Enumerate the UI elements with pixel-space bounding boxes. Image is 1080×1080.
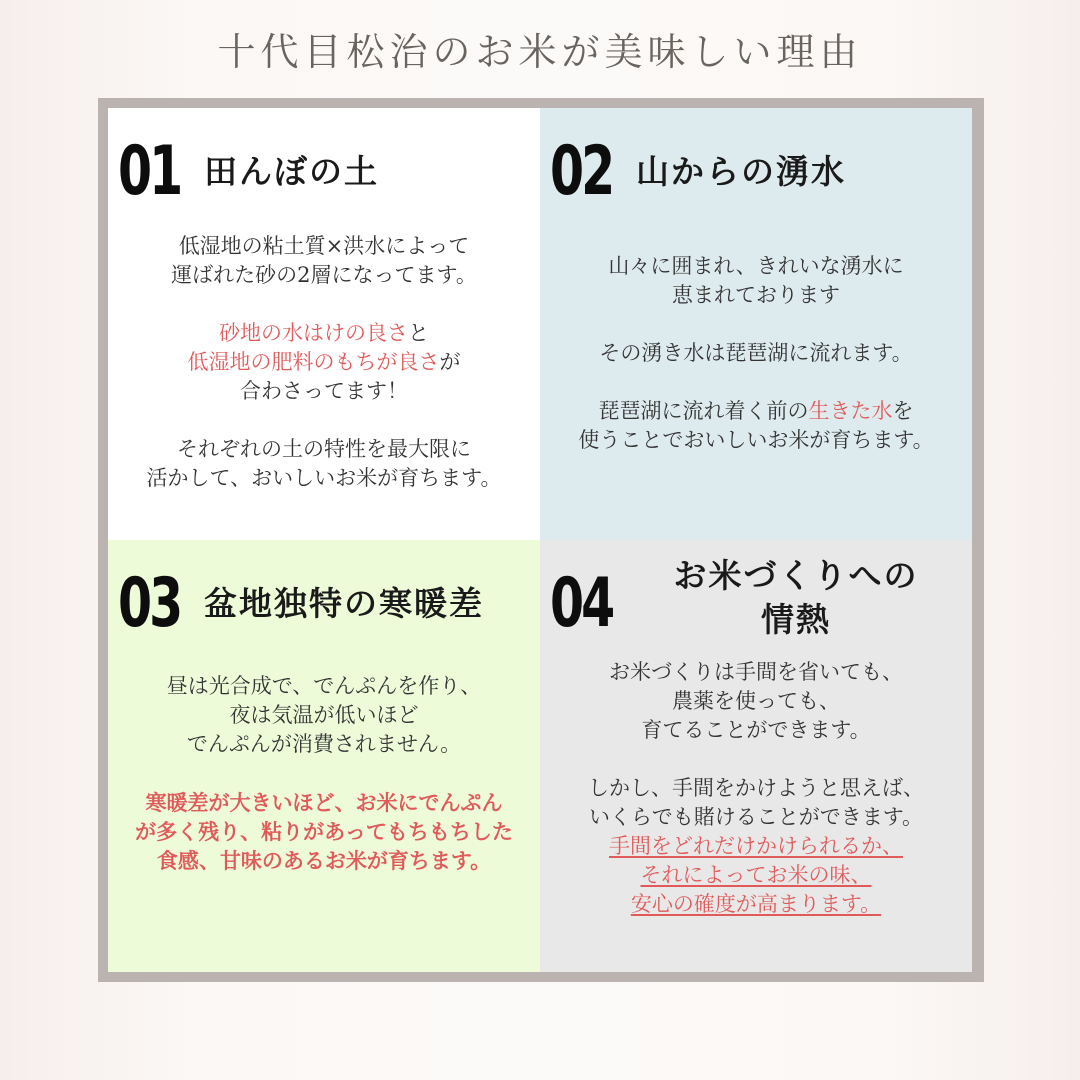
body-line: [540, 397, 972, 426]
highlight-text: それによってお米の味、: [640, 863, 872, 887]
body-line: 食感、甘味のあるお米が育ちます。: [156, 848, 492, 873]
reason-number: 02: [550, 132, 613, 211]
reason-panel-03: [108, 540, 540, 972]
reason-heading: 盆地独特の寒暖差: [204, 584, 484, 623]
reason-panel-04: [540, 540, 972, 972]
reason-number: 04: [550, 564, 613, 643]
body-line: [540, 832, 972, 861]
plain-text: と: [408, 321, 429, 345]
highlight-text: 安心の確度が高まります。: [630, 892, 882, 916]
body-line: 山々に囲まれ、きれいな湧水に: [608, 254, 904, 278]
body-line: [108, 348, 540, 377]
body-line: いくらでも賭けることができます。: [588, 805, 924, 829]
body-line: 夜は気温が低いほど: [229, 703, 419, 727]
body-line: 使うことでおいしいお米が育ちます。: [578, 428, 934, 452]
body-line: 運ばれた砂の2層になってます。: [171, 263, 477, 287]
body-line: 育てることができます。: [641, 718, 871, 742]
body-line: お米づくりは手間を省いても、: [609, 660, 903, 684]
plain-text: を: [892, 399, 914, 423]
plain-text: が: [439, 350, 461, 374]
page-title: 十代目松治のお米が美味しい理由: [217, 30, 863, 74]
body-line: 昼は光合成で、でんぷんを作り、: [166, 674, 482, 698]
body-line: が多く残り、粘りがあってもちもちした: [135, 819, 513, 844]
body-line: [540, 890, 972, 919]
body-line: [540, 861, 972, 890]
body-line: 農薬を使っても、: [672, 689, 840, 713]
reason-body: [540, 658, 972, 919]
highlight-text: 生きた水: [808, 399, 893, 423]
reason-number: 01: [118, 132, 181, 211]
body-line: 低湿地の粘土質×洪水によって: [178, 234, 470, 258]
reason-number: 03: [118, 564, 181, 643]
heading-line: 情熱: [761, 600, 831, 639]
highlight-text: 砂地の水はけの良さ: [219, 321, 408, 345]
body-line: 活かして、おいしいお米が育ちます。: [146, 466, 502, 490]
body-line: でんぷんが消費されません。: [186, 732, 462, 756]
body-line: その湧き水は琵琶湖に流れます。: [599, 341, 913, 365]
body-line: 合わさってます！: [240, 379, 408, 403]
reason-heading: 山からの湧水: [636, 152, 846, 191]
reason-heading: 田んぼの土: [204, 152, 379, 191]
body-line: それぞれの土の特性を最大限に: [177, 437, 471, 461]
body-line: [108, 319, 540, 348]
body-line: しかし、手間をかけようと思えば、: [588, 776, 924, 800]
reason-heading: [640, 554, 952, 642]
reason-panel-02: [540, 108, 972, 540]
body-line: 寒暖差が大きいほど、お米にでんぷん: [145, 790, 503, 815]
reason-body: [540, 252, 972, 455]
highlight-text: 手間をどれだけかけられるか、: [609, 834, 903, 858]
reason-body: [108, 232, 540, 493]
reason-body: [108, 672, 540, 875]
highlight-text: 低湿地の肥料のもちが良さ: [187, 350, 440, 374]
body-line: 恵まれております: [672, 283, 840, 307]
plain-text: 琵琶湖に流れ着く前の: [598, 399, 809, 423]
heading-line: お米づくりへの: [673, 556, 919, 595]
reasons-grid: [98, 98, 984, 982]
reason-panel-01: [108, 108, 540, 540]
